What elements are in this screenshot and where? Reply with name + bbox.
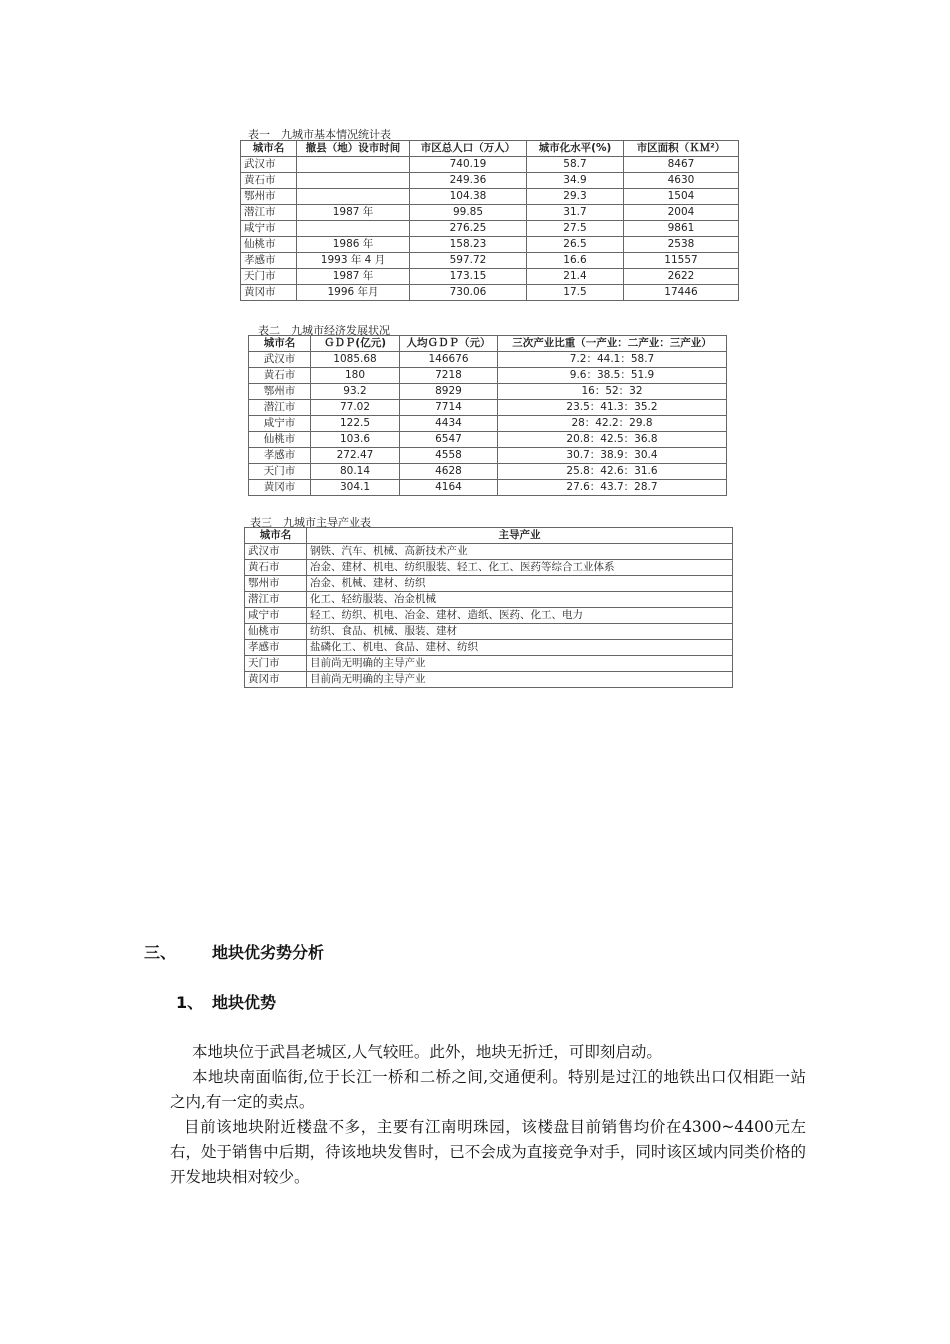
table1-caption: 表一 九城市基本情况统计表 — [248, 128, 391, 141]
section-title: 地块优劣势分析 — [212, 943, 325, 962]
table2-cell: 6547 — [400, 432, 498, 448]
table3-cell: 钢铁、汽车、机械、高新技术产业 — [307, 544, 733, 560]
table2-cell: 146676 — [400, 352, 498, 368]
paragraph-3: 目前该地块附近楼盘不多，主要有江南明珠园，该楼盘目前销售均价在4300~4400元左右，处于销售中后期，待该地块发售时，已不会成为直接竞争对手，同时该区域内同类价格的开发地块相对较少。 — [170, 1118, 806, 1186]
table-row — [241, 157, 739, 173]
table2-cell: 93.2 — [311, 384, 400, 400]
table1-cell: 孝感市 — [241, 253, 297, 269]
table2-cell: 4558 — [400, 448, 498, 464]
table1-header-cell: 撤县（地）设市时间 — [297, 141, 410, 157]
table-row — [245, 624, 733, 640]
table2-header-cell: 三次产业比重（一产业：二产业：三产业） — [498, 336, 727, 352]
table-row — [241, 285, 739, 301]
table-row — [245, 560, 733, 576]
table2-cell: 80.14 — [311, 464, 400, 480]
table3-cell: 天门市 — [245, 656, 307, 672]
table1-cell: 黄冈市 — [241, 285, 297, 301]
table2-cell: 103.6 — [311, 432, 400, 448]
table-row — [249, 368, 727, 384]
table2-header-cell: 人均ＧＤＰ（元） — [400, 336, 498, 352]
table1-cell: 16.6 — [527, 253, 624, 269]
table-row — [249, 448, 727, 464]
table1-cell — [297, 157, 410, 173]
table2-cell: 4628 — [400, 464, 498, 480]
table3-cell: 潜江市 — [245, 592, 307, 608]
table1 — [240, 140, 739, 301]
table1-cell: 1993 年 4 月 — [297, 253, 410, 269]
table1-cell: 27.5 — [527, 221, 624, 237]
table1-cell: 9861 — [624, 221, 739, 237]
table2-cell: 孝感市 — [249, 448, 311, 464]
table1-header-cell: 城市名 — [241, 141, 297, 157]
table1-cell: 740.19 — [410, 157, 527, 173]
table-row — [241, 189, 739, 205]
table1-cell: 8467 — [624, 157, 739, 173]
table2-cell: 7.2：44.1：58.7 — [498, 352, 727, 368]
table1-cell: 31.7 — [527, 205, 624, 221]
table2-header-cell: 城市名 — [249, 336, 311, 352]
table3-cell: 鄂州市 — [245, 576, 307, 592]
table-row — [245, 608, 733, 624]
table3-cell: 仙桃市 — [245, 624, 307, 640]
table2-cell: 7714 — [400, 400, 498, 416]
table2-cell: 天门市 — [249, 464, 311, 480]
table1-cell — [297, 173, 410, 189]
table1-cell — [297, 189, 410, 205]
table2-cell: 仙桃市 — [249, 432, 311, 448]
table3-header-cell: 城市名 — [245, 528, 307, 544]
table3-header-row — [245, 528, 733, 544]
table2-cell: 28：42.2：29.8 — [498, 416, 727, 432]
table1-cell: 249.36 — [410, 173, 527, 189]
table1-cell: 158.23 — [410, 237, 527, 253]
table1-cell: 天门市 — [241, 269, 297, 285]
table-row — [245, 640, 733, 656]
table1-cell: 潜江市 — [241, 205, 297, 221]
table2-cell: 272.47 — [311, 448, 400, 464]
table-row — [241, 173, 739, 189]
table1-cell: 99.85 — [410, 205, 527, 221]
table1-cell: 17446 — [624, 285, 739, 301]
subsection-title: 地块优势 — [212, 993, 277, 1012]
table2-cell: 30.7：38.9：30.4 — [498, 448, 727, 464]
table2 — [248, 335, 727, 496]
table1-cell: 276.25 — [410, 221, 527, 237]
table1-cell: 11557 — [624, 253, 739, 269]
subsection-number: 1、 — [176, 993, 204, 1012]
table-row — [241, 205, 739, 221]
table1-cell: 597.72 — [410, 253, 527, 269]
table3-cell: 冶金、建材、机电、纺织服装、轻工、化工、医药等综合工业体系 — [307, 560, 733, 576]
table-row — [245, 576, 733, 592]
table-row — [245, 672, 733, 688]
table-row — [249, 352, 727, 368]
table1-cell: 17.5 — [527, 285, 624, 301]
table2-cell: 武汉市 — [249, 352, 311, 368]
table1-cell: 104.38 — [410, 189, 527, 205]
table2-cell: 4434 — [400, 416, 498, 432]
table-row — [249, 400, 727, 416]
table3-cell: 孝感市 — [245, 640, 307, 656]
table1-cell: 黄石市 — [241, 173, 297, 189]
table2-cell: 7218 — [400, 368, 498, 384]
table2-cell: 黄冈市 — [249, 480, 311, 496]
table1-cell: 2004 — [624, 205, 739, 221]
table2-cell: 122.5 — [311, 416, 400, 432]
table-row — [241, 237, 739, 253]
table2-cell: 16：52：32 — [498, 384, 727, 400]
table3-cell: 咸宁市 — [245, 608, 307, 624]
table-row — [249, 384, 727, 400]
table2-cell: 77.02 — [311, 400, 400, 416]
table-row — [249, 464, 727, 480]
table3 — [244, 527, 733, 688]
table2-cell: 304.1 — [311, 480, 400, 496]
table1-cell: 咸宁市 — [241, 221, 297, 237]
table2-header-row — [249, 336, 727, 352]
table1-cell: 1986 年 — [297, 237, 410, 253]
table2-cell: 180 — [311, 368, 400, 384]
table1-cell: 2538 — [624, 237, 739, 253]
paragraph-2: 本地块南面临街,位于长江一桥和二桥之间,交通便利。特别是过江的地铁出口仅相距一站之内,有一定的卖点。 — [170, 1068, 806, 1111]
table1-cell: 34.9 — [527, 173, 624, 189]
table3-caption: 表三 九城市主导产业表 — [250, 516, 371, 529]
table-row — [241, 269, 739, 285]
table3-cell: 目前尚无明确的主导产业 — [307, 672, 733, 688]
table2-cell: 20.8：42.5：36.8 — [498, 432, 727, 448]
table2-cell: 4164 — [400, 480, 498, 496]
table1-cell: 鄂州市 — [241, 189, 297, 205]
table1-cell: 21.4 — [527, 269, 624, 285]
table1-header-cell: 市区面积（ＫＭ²） — [624, 141, 739, 157]
table3-cell: 冶金、机械、建材、纺织 — [307, 576, 733, 592]
table-row — [249, 480, 727, 496]
table2-cell: 27.6：43.7：28.7 — [498, 480, 727, 496]
table3-cell: 黄冈市 — [245, 672, 307, 688]
table1-cell: 1987 年 — [297, 205, 410, 221]
table2-cell: 23.5：41.3：35.2 — [498, 400, 727, 416]
table-row — [245, 544, 733, 560]
table1-cell: 173.15 — [410, 269, 527, 285]
table1-cell: 武汉市 — [241, 157, 297, 173]
table-row — [249, 432, 727, 448]
table2-header-cell: ＧＤＰ(亿元) — [311, 336, 400, 352]
table3-cell: 盐磷化工、机电、食品、建材、纺织 — [307, 640, 733, 656]
table1-cell: 1987 年 — [297, 269, 410, 285]
table2-cell: 9.6：38.5：51.9 — [498, 368, 727, 384]
table-row — [241, 221, 739, 237]
table1-cell: 29.3 — [527, 189, 624, 205]
table1-header-cell: 城市化水平(%) — [527, 141, 624, 157]
table1-cell: 1996 年月 — [297, 285, 410, 301]
table3-cell: 黄石市 — [245, 560, 307, 576]
table2-cell: 鄂州市 — [249, 384, 311, 400]
table1-header-cell: 市区总人口（万人） — [410, 141, 527, 157]
table3-cell: 武汉市 — [245, 544, 307, 560]
table-row — [249, 416, 727, 432]
section-number: 三、 — [144, 943, 177, 962]
table2-cell: 咸宁市 — [249, 416, 311, 432]
table1-cell: 仙桃市 — [241, 237, 297, 253]
body-text — [170, 1040, 806, 1190]
table2-cell: 潜江市 — [249, 400, 311, 416]
table2-cell: 黄石市 — [249, 368, 311, 384]
table1-cell: 4630 — [624, 173, 739, 189]
table-row — [245, 592, 733, 608]
table1-cell: 26.5 — [527, 237, 624, 253]
table1-cell — [297, 221, 410, 237]
table2-cell: 8929 — [400, 384, 498, 400]
table1-cell: 730.06 — [410, 285, 527, 301]
table1-cell: 58.7 — [527, 157, 624, 173]
table-row — [241, 253, 739, 269]
table2-caption: 表二 九城市经济发展状况 — [258, 324, 390, 337]
table3-cell: 轻工、纺织、机电、冶金、建材、造纸、医药、化工、电力 — [307, 608, 733, 624]
table1-cell: 2622 — [624, 269, 739, 285]
table2-cell: 1085.68 — [311, 352, 400, 368]
table3-cell: 化工、轻纺服装、冶金机械 — [307, 592, 733, 608]
table3-cell: 目前尚无明确的主导产业 — [307, 656, 733, 672]
table1-header-row — [241, 141, 739, 157]
table1-cell: 1504 — [624, 189, 739, 205]
table2-cell: 25.8：42.6：31.6 — [498, 464, 727, 480]
paragraph-1: 本地块位于武昌老城区,人气较旺。此外，地块无折迁，可即刻启动。 — [192, 1043, 662, 1061]
table-row — [245, 656, 733, 672]
table3-header-cell: 主导产业 — [307, 528, 733, 544]
table3-cell: 纺织、食品、机械、服装、建材 — [307, 624, 733, 640]
